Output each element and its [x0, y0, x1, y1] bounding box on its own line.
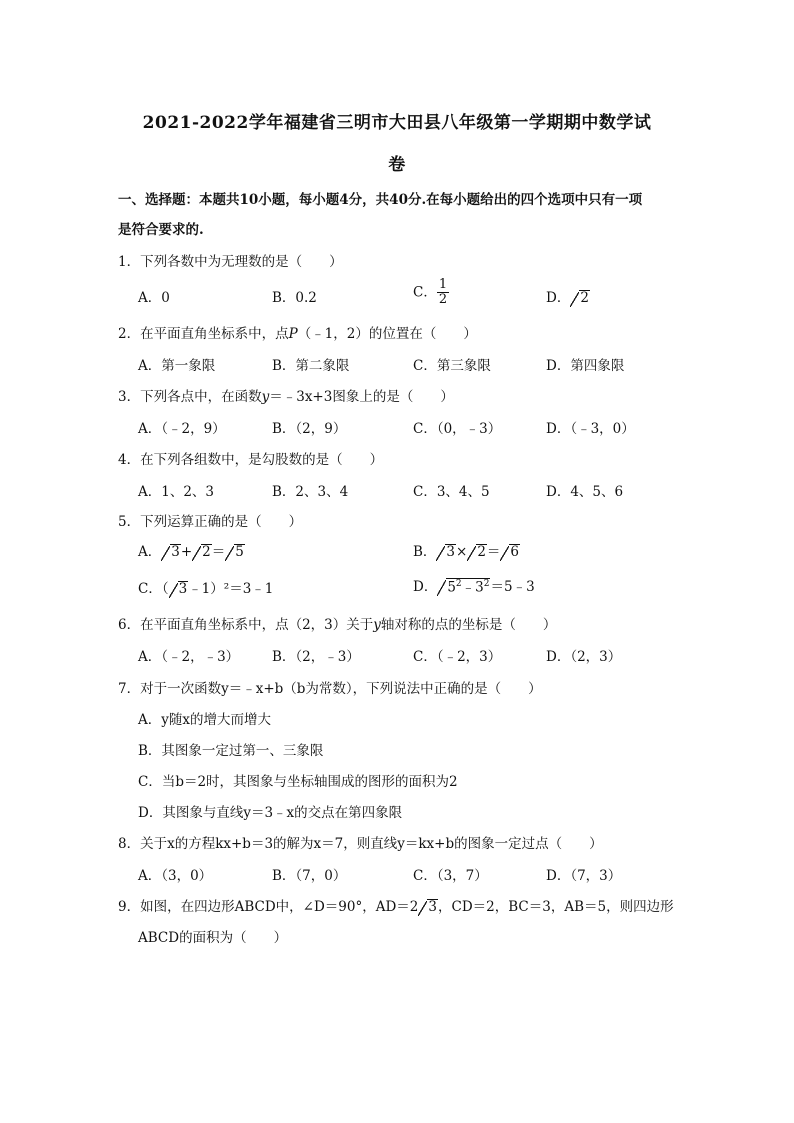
question-6-option-c: C．（﹣2，3） [413, 649, 502, 665]
variable: P [288, 326, 298, 342]
question-5-option-d [413, 575, 535, 596]
question-1-option-c [413, 278, 449, 308]
option-label: D． [413, 579, 438, 595]
question-4-option-c: C．3、4、5 [413, 484, 490, 500]
question-7-option-b: B．其图象一定过第一、三象限 [138, 743, 324, 759]
stem-text: 9．如图，在四边形ABCD中，∠D＝90°，AD＝2 [118, 899, 419, 915]
paper-title-line2: 卷 [388, 155, 406, 175]
sqrt-symbol [570, 290, 590, 307]
question-7-stem: 7．对于一次函数y＝﹣x+b（b为常数），下列说法中正确的是（ ） [118, 681, 542, 697]
question-8-option-d: D．（7，3） [546, 868, 622, 884]
question-7-option-d: D．其图象与直线y＝3﹣x的交点在第四象限 [138, 805, 403, 821]
option-label: A． [138, 544, 162, 560]
option-label: C．（ [138, 581, 169, 597]
sqrt-symbol [437, 578, 490, 596]
question-4-option-d: D．4、5、6 [546, 484, 624, 500]
radicand: 2 [202, 544, 211, 560]
stem-text: 6．在平面直角坐标系中，点（2，3）关于 [118, 617, 374, 633]
question-8-option-c: C．（3，7） [413, 868, 488, 884]
question-9-stem-line2: ABCD的面积为（ ） [138, 930, 288, 946]
sqrt-symbol [161, 544, 181, 561]
option-label: B． [413, 544, 437, 560]
equals-sign: ＝ [211, 544, 226, 560]
operator: × [456, 544, 468, 560]
question-8-stem: 8．关于x的方程kx+b＝3的解为x＝7，则直线y＝kx+b的图象一定过点（ ） [118, 836, 603, 852]
sqrt-symbol [225, 544, 245, 561]
stem-text: ＝﹣3x+3图象上的是（ ） [269, 389, 454, 405]
question-5-option-c [138, 577, 273, 598]
question-6-option-b: B．（2，﹣3） [272, 649, 360, 665]
radicand: 2 [477, 544, 486, 560]
question-8-option-b: B．（7，0） [272, 868, 347, 884]
stem-text: 轴对称的点的坐标是（ ） [380, 617, 557, 633]
question-1-stem: 1．下列各数中为无理数的是（ ） [118, 254, 343, 270]
equals-sign: ＝ [486, 544, 501, 560]
radicand: 3 [428, 899, 437, 915]
question-2-option-c: C．第三象限 [413, 358, 491, 374]
question-3-option-c: C．（0，﹣3） [413, 421, 502, 437]
question-4-stem: 4．在下列各组数中，是勾股数的是（ ） [118, 452, 384, 468]
radicand: 2 [580, 290, 589, 306]
sqrt-symbol [436, 544, 456, 561]
question-5-stem: 5．下列运算正确的是（ ） [118, 514, 303, 530]
expression-rest: ﹣1）²＝3﹣1 [188, 581, 274, 597]
stem-text: 3．下列各点中，在函数 [118, 389, 262, 405]
option-label: C． [413, 284, 437, 301]
question-5-option-b [413, 540, 520, 561]
section-header-line2: 是符合要求的. [118, 222, 204, 238]
question-1-option-a: A．0 [138, 290, 170, 306]
option-label: D． [546, 290, 571, 306]
question-6-option-a: A．（﹣2，﹣3） [138, 649, 240, 665]
question-9-stem [118, 895, 674, 916]
sqrt-symbol [467, 544, 487, 561]
fraction [437, 278, 449, 308]
question-3-option-d: D．（﹣3，0） [546, 421, 635, 437]
question-3-option-a: A．（﹣2，9） [138, 421, 226, 437]
expression-rest: ＝5﹣3 [490, 579, 535, 595]
fraction-denominator: 2 [438, 292, 448, 308]
stem-text: （﹣1，2）的位置在（ ） [297, 326, 477, 342]
radicand-minus: ﹣3 [461, 579, 484, 595]
question-5-option-a [138, 540, 245, 561]
stem-text: 2．在平面直角坐标系中，点 [118, 326, 289, 342]
question-2-stem [118, 322, 477, 342]
question-6-option-d: D．（2，3） [546, 649, 622, 665]
radicand: 3 [446, 544, 456, 560]
radicand [446, 578, 490, 596]
question-6-stem [118, 613, 556, 633]
question-3-option-b: B．（2，9） [272, 421, 347, 437]
variable: y [261, 389, 270, 405]
stem-text: ，CD＝2，BC＝3，AB＝5，则四边形 [437, 899, 674, 915]
operator: + [180, 544, 193, 560]
radicand-base: 5 [447, 579, 456, 595]
radicand: 3 [171, 544, 180, 560]
question-3-stem [118, 385, 454, 405]
question-2-option-a: A．第一象限 [138, 358, 216, 374]
sqrt-symbol [500, 544, 520, 561]
exponent: 2 [455, 578, 462, 589]
paper-title-line1: 2021-2022学年福建省三明市大田县八年级第一学期期中数学试 [142, 113, 652, 133]
question-4-option-b: B．2、3、4 [272, 484, 349, 500]
radicand: 5 [235, 544, 244, 560]
fraction-numerator: 1 [438, 277, 448, 292]
question-1-option-b: B．0.2 [272, 290, 317, 306]
sqrt-symbol [418, 899, 438, 916]
sqrt-symbol [169, 581, 189, 598]
question-8-option-a: A．（3，0） [138, 868, 213, 884]
question-2-option-b: B．第二象限 [272, 358, 350, 374]
question-2-option-d: D．第四象限 [546, 358, 625, 374]
question-7-option-a: A．y随x的增大而增大 [138, 712, 271, 728]
radicand: 3 [178, 581, 188, 597]
sqrt-symbol [192, 544, 212, 561]
radicand: 6 [510, 544, 520, 560]
question-1-option-d [546, 286, 590, 307]
question-4-option-a: A．1、2、3 [138, 484, 215, 500]
question-7-option-c: C．当b＝2时，其图象与坐标轴围成的图形的面积为2 [138, 774, 458, 790]
variable: y [373, 617, 381, 633]
section-header-line1: 一、选择题：本题共10小题，每小题4分，共40分.在每小题给出的四个选项中只有一项 [118, 192, 643, 208]
exponent: 2 [483, 578, 490, 589]
